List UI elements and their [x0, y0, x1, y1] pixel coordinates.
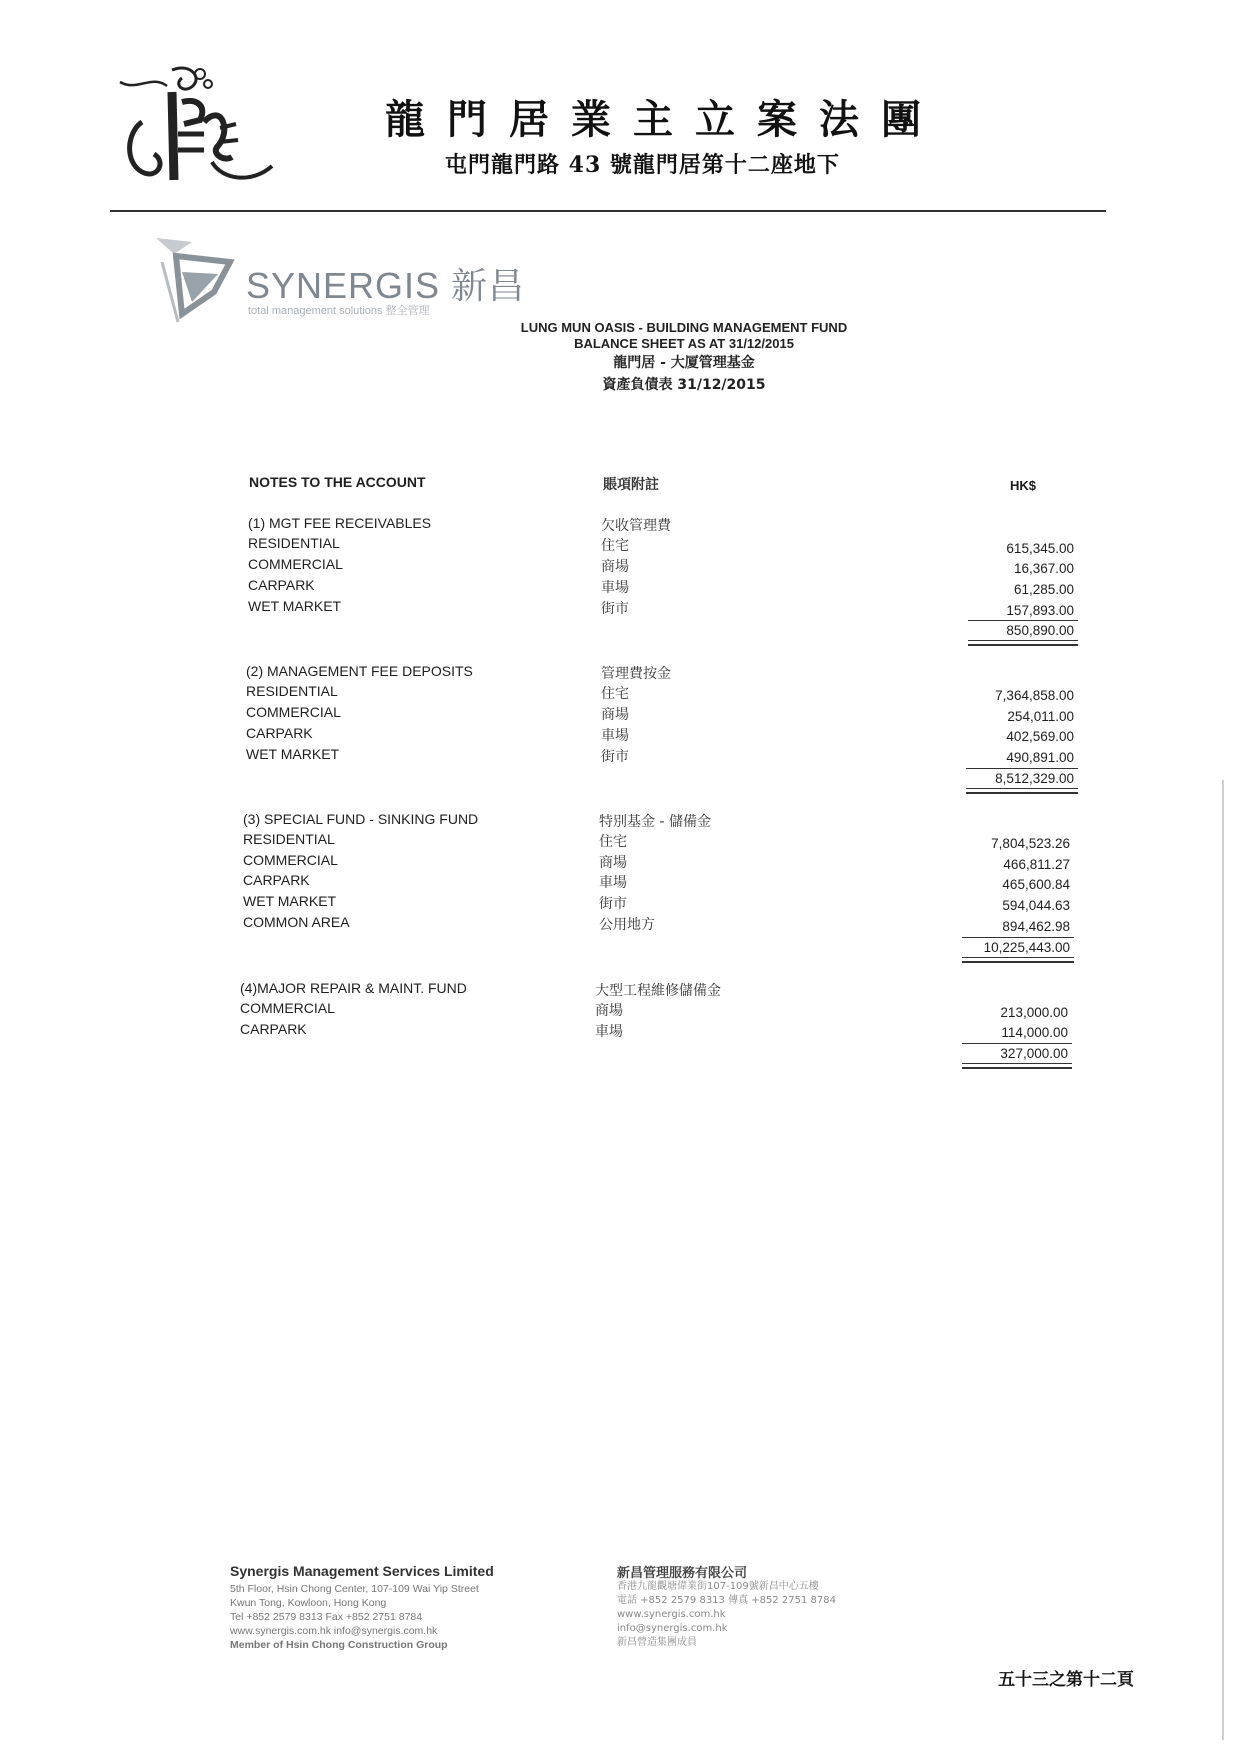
row-amount: 402,569.00 [1006, 729, 1074, 744]
section-total: 10,225,443.00 [983, 940, 1070, 955]
row-label: CARPARK [246, 725, 313, 741]
subtotal-rule [966, 768, 1078, 769]
row-amount: 465,600.84 [1002, 877, 1070, 892]
row-label-cn: 商場 [599, 855, 627, 871]
synergis-brand: SYNERGIS 新昌 [246, 265, 526, 306]
row-amount: 61,285.00 [1013, 582, 1074, 597]
notes-header-cn: 賬項附註 [603, 477, 659, 493]
section-title-cn: 特別基金 - 儲備金 [599, 814, 711, 830]
row-amount: 213,000.00 [1000, 1005, 1068, 1020]
notes-header: NOTES TO THE ACCOUNT [249, 474, 426, 490]
report-title-line1: LUNG MUN OASIS - BUILDING MANAGEMENT FUND [520, 320, 848, 335]
row-amount: 615,345.00 [1006, 541, 1074, 556]
section-total: 850,890.00 [1006, 623, 1074, 638]
dragon-logo [112, 62, 282, 192]
footer-company-cn: 新昌管理服務有限公司 [617, 1566, 748, 1581]
section-title: (2) MANAGEMENT FEE DEPOSITS [246, 663, 473, 679]
row-label-cn: 街市 [601, 749, 629, 765]
section-title: (3) SPECIAL FUND - SINKING FUND [243, 811, 479, 827]
row-amount: 254,011.00 [1007, 709, 1074, 724]
synergis-logo-icon [152, 232, 240, 324]
section-title-cn: 管理費按金 [601, 666, 671, 682]
row-label: COMMERCIAL [248, 556, 343, 572]
row-label-cn: 車場 [599, 875, 627, 891]
row-label: RESIDENTIAL [248, 535, 340, 551]
row-label: WET MARKET [243, 893, 337, 909]
row-amount: 594,044.63 [1002, 898, 1070, 913]
letterhead-divider [110, 210, 1106, 212]
row-amount: 894,462.98 [1002, 919, 1070, 934]
org-address: 屯門龍門路 43 號龍門居第十二座地下 [445, 152, 840, 178]
section-title: (4)MAJOR REPAIR & MAINT. FUND [240, 980, 467, 996]
page-number: 五十三之第十二頁 [998, 1670, 1134, 1690]
section-title-cn: 欠收管理費 [601, 518, 671, 534]
row-label: RESIDENTIAL [246, 683, 338, 699]
row-label-cn: 住宅 [601, 538, 629, 554]
report-title-line2: BALANCE SHEET AS AT 31/12/2015 [574, 336, 794, 351]
row-label: RESIDENTIAL [243, 831, 335, 847]
row-label-cn: 車場 [595, 1024, 623, 1040]
row-label: CARPARK [240, 1021, 307, 1037]
footer-address-line1: 5th Floor, Hsin Chong Center, 107-109 Wai Yip Street [230, 1583, 479, 1595]
footer-web: www.synergis.com.hk info@synergis.com.hk [230, 1625, 438, 1637]
synergis-tagline: total management solutions 整全管理 [248, 305, 430, 317]
subtotal-rule [962, 1043, 1072, 1044]
row-label-cn: 住宅 [599, 834, 627, 850]
row-label-cn: 公用地方 [599, 917, 655, 933]
total-double-rule [962, 1063, 1072, 1069]
row-label: CARPARK [248, 577, 315, 593]
subtotal-rule [962, 937, 1074, 938]
section-title-cn: 大型工程維修儲備金 [595, 983, 721, 999]
row-label-cn: 街市 [599, 896, 627, 912]
scan-edge [1222, 780, 1224, 1740]
row-label-cn: 商場 [595, 1003, 623, 1019]
row-label: COMMERCIAL [243, 852, 338, 868]
footer-address-cn: 香港九龍觀塘偉業街107-109號新昌中心五樓 [617, 1581, 819, 1592]
row-label-cn: 車場 [601, 580, 629, 596]
total-double-rule [962, 957, 1074, 963]
footer-address-line2: Kwun Tong, Kowloon, Hong Kong [230, 1597, 387, 1609]
section-title: (1) MGT FEE RECEIVABLES [248, 515, 432, 531]
org-name: 龍門居業主立案法團 [385, 96, 943, 143]
row-label: WET MARKET [246, 746, 340, 762]
total-double-rule [968, 640, 1078, 646]
row-amount: 7,364,858.00 [995, 688, 1074, 703]
row-label-cn: 住宅 [601, 686, 629, 702]
row-label: WET MARKET [248, 598, 342, 614]
row-amount: 114,000.00 [1001, 1025, 1068, 1040]
row-amount: 157,893.00 [1006, 603, 1074, 618]
section-total: 327,000.00 [1000, 1046, 1068, 1061]
row-amount: 7,804,523.26 [991, 836, 1070, 851]
row-label: COMMON AREA [243, 914, 350, 930]
currency-header: HK$ [1010, 478, 1037, 493]
row-label-cn: 車場 [601, 728, 629, 744]
subtotal-rule [968, 620, 1078, 621]
row-label: CARPARK [243, 872, 310, 888]
row-amount: 490,891.00 [1006, 750, 1074, 765]
report-title-cn1: 龍門居 - 大厦管理基金 [613, 355, 755, 371]
row-amount: 16,367.00 [1013, 561, 1074, 576]
footer-company: Synergis Management Services Limited [230, 1563, 494, 1579]
row-label-cn: 商場 [601, 559, 629, 575]
row-label-cn: 商場 [601, 707, 629, 723]
row-label: COMMERCIAL [246, 704, 341, 720]
footer-member-cn: 新昌營造集團成員 [617, 1637, 697, 1648]
footer-email-cn: info@synergis.com.hk [617, 1623, 728, 1634]
footer-web-cn: www.synergis.com.hk [617, 1609, 726, 1620]
total-double-rule [966, 788, 1078, 794]
report-title-cn2: 資產負債表 31/12/2015 [602, 377, 766, 393]
footer-phone: Tel +852 2579 8313 Fax +852 2751 8784 [230, 1611, 423, 1623]
footer-member: Member of Hsin Chong Construction Group [230, 1639, 448, 1651]
row-label-cn: 街市 [601, 601, 629, 617]
footer-phone-cn: 電話 +852 2579 8313 傳真 +852 2751 8784 [617, 1595, 836, 1606]
section-total: 8,512,329.00 [995, 771, 1074, 786]
row-label: COMMERCIAL [240, 1000, 335, 1016]
row-amount: 466,811.27 [1003, 857, 1070, 872]
